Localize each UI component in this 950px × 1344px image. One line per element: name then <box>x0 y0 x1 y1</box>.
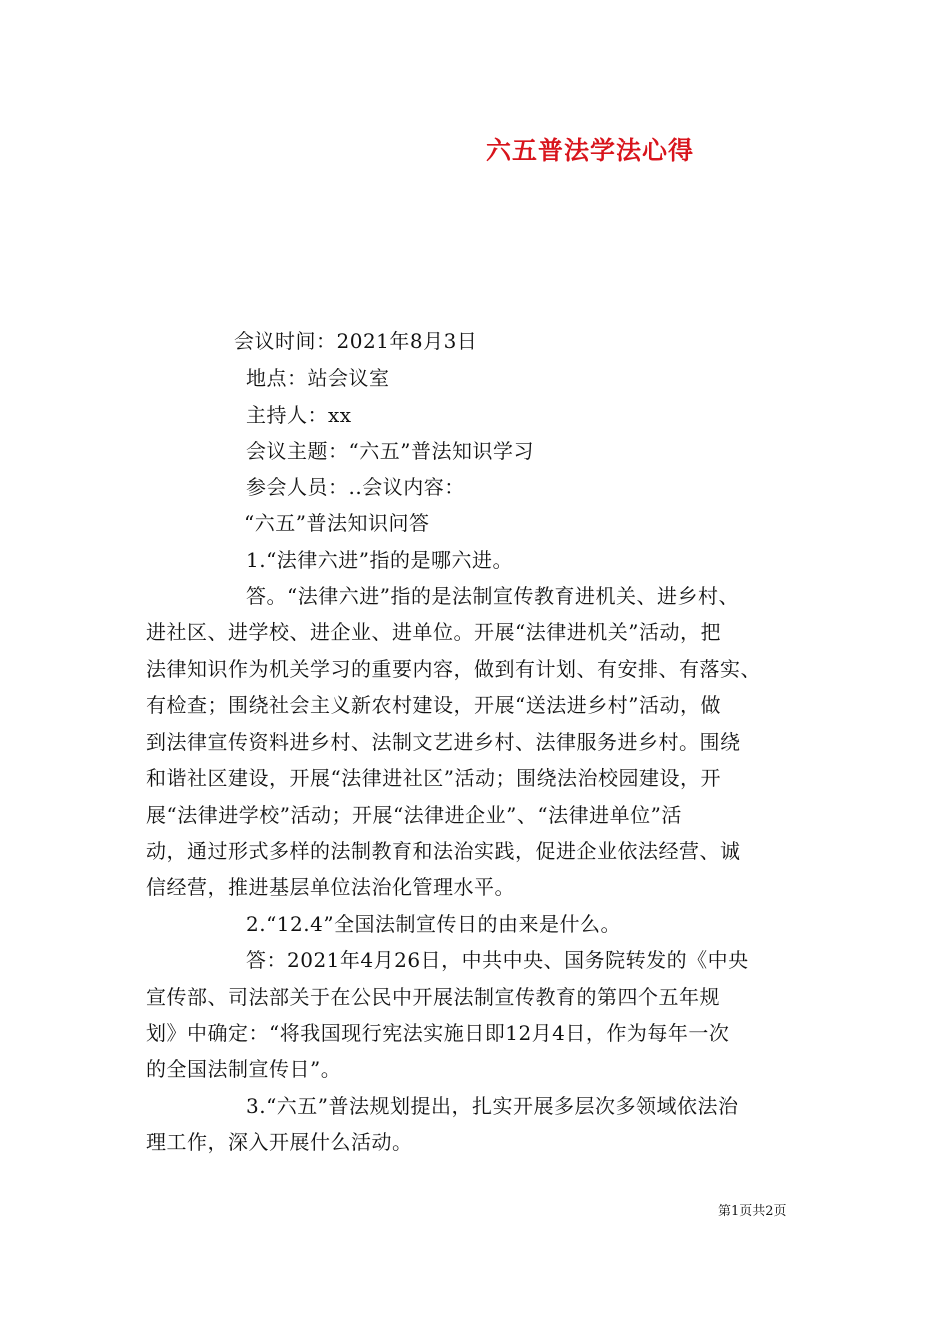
answer-2-line: 的全国法制宣传日”。 <box>146 1057 342 1081</box>
answer-1-line: 到法律宣传资料进乡村、法制文艺进乡村、法律服务进乡村。围绕 <box>146 730 741 754</box>
question-1: 1.“法律六进”指的是哪六进。 <box>246 548 514 572</box>
question-3-line: 3.“六五”普法规划提出，扎实开展多层次多领域依法治 <box>246 1094 739 1118</box>
meeting-attendees-line: 参会人员：..会议内容： <box>246 475 465 499</box>
page-number-footer: 第1页共2页 <box>718 1204 787 1219</box>
answer-1-line: 和谐社区建设，开展“法律进社区”活动；围绕法治校园建设，开 <box>146 766 721 790</box>
meeting-time-line: 会议时间：2021年8月3日 <box>234 329 478 353</box>
answer-2-line: 宣传部、司法部关于在公民中开展法制宣传教育的第四个五年规 <box>146 985 720 1009</box>
answer-1-line: 信经营，推进基层单位法治化管理水平。 <box>146 875 515 899</box>
answer-1-line: 进社区、进学校、进企业、进单位。开展“法律进机关”活动，把 <box>146 620 721 644</box>
answer-1-line: 答。“法律六进”指的是法制宣传教育进机关、进乡村、 <box>246 584 739 608</box>
question-3-line: 理工作，深入开展什么活动。 <box>146 1130 413 1154</box>
answer-1-line: 法律知识作为机关学习的重要内容，做到有计划、有安排、有落实、 <box>146 657 761 681</box>
answer-2-line: 答：2021年4月26日，中共中央、国务院转发的《中央 <box>246 948 749 972</box>
answer-1-line: 有检查；围绕社会主义新农村建设，开展“送法进乡村”活动，做 <box>146 693 721 717</box>
question-2: 2.“12.4”全国法制宣传日的由来是什么。 <box>246 912 622 936</box>
answer-1-line: 展“法律进学校”活动；开展“法律进企业”、“法律进单位”活 <box>146 803 682 827</box>
meeting-location-line: 地点：站会议室 <box>246 366 390 390</box>
answer-2-line: 划》中确定：“将我国现行宪法实施日即12月4日，作为每年一次 <box>146 1021 730 1045</box>
document-title: 六五普法学法心得 <box>485 136 694 165</box>
meeting-topic-line: 会议主题：“六五”普法知识学习 <box>246 439 534 463</box>
section-heading: “六五”普法知识问答 <box>244 511 430 535</box>
meeting-host-line: 主持人：xx <box>246 403 352 427</box>
answer-1-line: 动，通过形式多样的法制教育和法治实践，促进企业依法经营、诚 <box>146 839 741 863</box>
